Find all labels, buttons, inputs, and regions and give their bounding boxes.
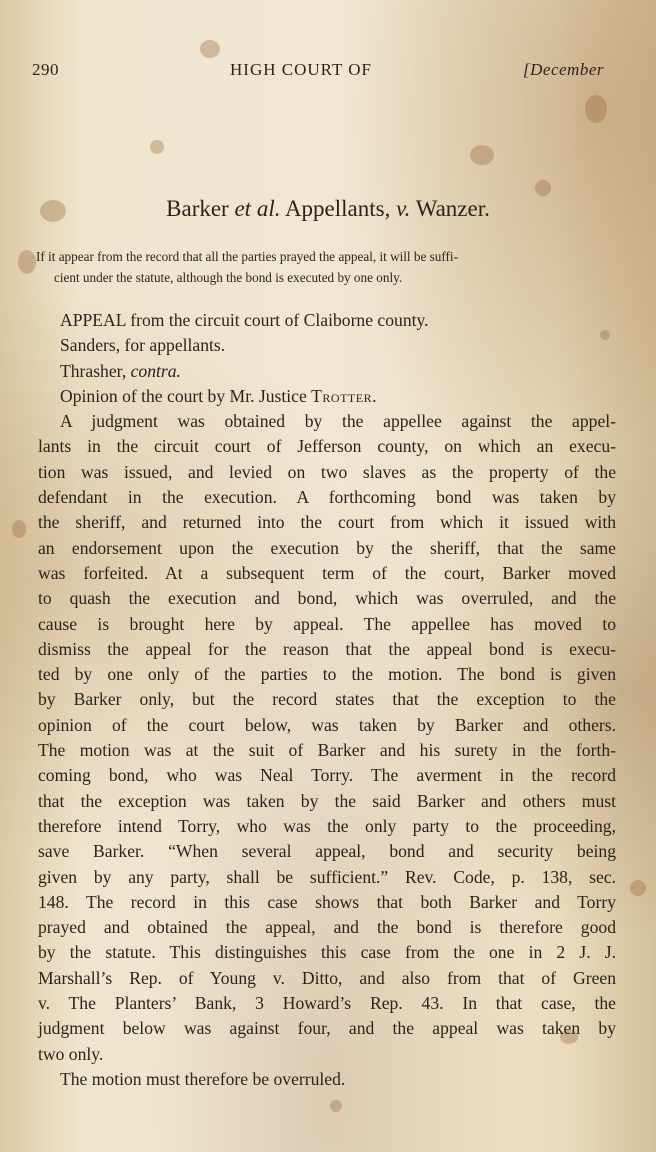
opinion-attribution-text: Opinion of the court by Mr. Justice — [60, 385, 312, 406]
page-number: 290 — [32, 60, 59, 79]
appeal-text: APPEAL from the circuit court of Claiborne county. — [60, 310, 429, 330]
headnote — [36, 246, 614, 288]
counsel-appellants — [38, 333, 616, 358]
conclusion-line: The motion must therefore be overruled. — [60, 1068, 346, 1089]
opinion-line: The motion was at the suit of Barker and his surety in the forth- — [38, 740, 616, 761]
opinion-line: was forfeited. At a subsequent term of the court, Barker moved — [38, 562, 616, 583]
opinion-line: given by any party, shall be sufficient.” Rev. Code, p. 138, sec. — [38, 866, 616, 887]
opinion-line: an endorsement upon the execution by the sheriff, that the same — [38, 537, 616, 558]
opinion-attribution — [38, 384, 616, 409]
case-party-1: Barker — [166, 196, 235, 221]
stain — [585, 95, 607, 123]
opinion-line: ted by one only of the parties to the motion. The bond is given — [38, 664, 616, 685]
opinion-line: coming bond, who was Neal Torry. The averment in the record — [38, 765, 616, 786]
case-et-al: et al. — [234, 196, 281, 221]
stain — [330, 1100, 342, 1112]
opinion-line: A judgment was obtained by the appellee against the appel- — [60, 411, 616, 432]
justice-name: Trotter. — [311, 385, 377, 406]
stain — [470, 145, 494, 165]
opinion-line: two only. — [38, 1043, 104, 1064]
counsel-contra — [38, 359, 616, 384]
headnote-line: cient under the statute, although the bond is executed by one only. — [54, 270, 403, 285]
stain — [150, 140, 164, 154]
opinion-line: that the exception was taken by the said Barker and others must — [38, 790, 616, 811]
opinion-line: judgment below was against four, and the appeal was taken by — [38, 1018, 616, 1039]
stain — [12, 520, 26, 538]
case-role: Appellants, — [280, 196, 397, 221]
opinion-line: tion was issued, and levied on two slaves as the property of the — [38, 461, 616, 482]
opinion-line: lants in the circuit court of Jefferson county, on which an execu- — [38, 436, 616, 457]
opinion-body — [38, 308, 616, 1092]
court-name: HIGH COURT OF — [230, 60, 373, 79]
term-month: [December — [523, 60, 604, 79]
opinion-line: to quash the execution and bond, which was overruled, and the — [38, 588, 616, 609]
opinion-line: by Barker only, but the record states that the exception to the — [38, 689, 616, 710]
stain — [18, 250, 36, 274]
opinion-line: defendant in the execution. A forthcoming bond was taken by — [38, 487, 616, 508]
case-title — [0, 196, 656, 222]
running-header — [32, 60, 610, 86]
case-versus: v. — [396, 196, 411, 221]
stain — [630, 880, 646, 896]
counsel-appellants-text: Sanders, for appellants. — [60, 335, 226, 356]
opinion-line: prayed and obtained the appeal, and the bond is therefore good — [38, 917, 616, 938]
opinion-line: 148. The record in this case shows that both Barker and Torry — [38, 891, 616, 912]
opinion-line: therefore intend Torry, who was the only party to the proceeding, — [38, 815, 616, 836]
opinion-line: the sheriff, and returned into the court from which it issued with — [38, 512, 616, 533]
appeal-line — [38, 308, 616, 333]
opinion-line: by the statute. This distinguishes this case from the one in 2 J. J. — [38, 942, 616, 963]
stain — [535, 180, 551, 196]
opinion-line: v. The Planters’ Bank, 3 Howard’s Rep. 43. In that case, the — [38, 993, 616, 1014]
opinion-line: cause is brought here by appeal. The appellee has moved to — [38, 613, 616, 634]
counsel-contra-name: Thrasher, — [60, 360, 131, 381]
opinion-line: dismiss the appeal for the reason that the appeal bond is execu- — [38, 638, 616, 659]
opinion-line: opinion of the court below, was taken by Barker and others. — [38, 714, 616, 735]
counsel-contra-label: contra. — [130, 360, 181, 381]
opinion-line: Marshall’s Rep. of Young v. Ditto, and also from that of Green — [38, 967, 616, 988]
stain — [200, 40, 220, 58]
headnote-line: If it appear from the record that all the parties prayed the appeal, it will be suffi- — [36, 249, 458, 264]
opinion-line: save Barker. “When several appeal, bond and security being — [38, 841, 616, 862]
case-party-2: Wanzer. — [410, 196, 490, 221]
